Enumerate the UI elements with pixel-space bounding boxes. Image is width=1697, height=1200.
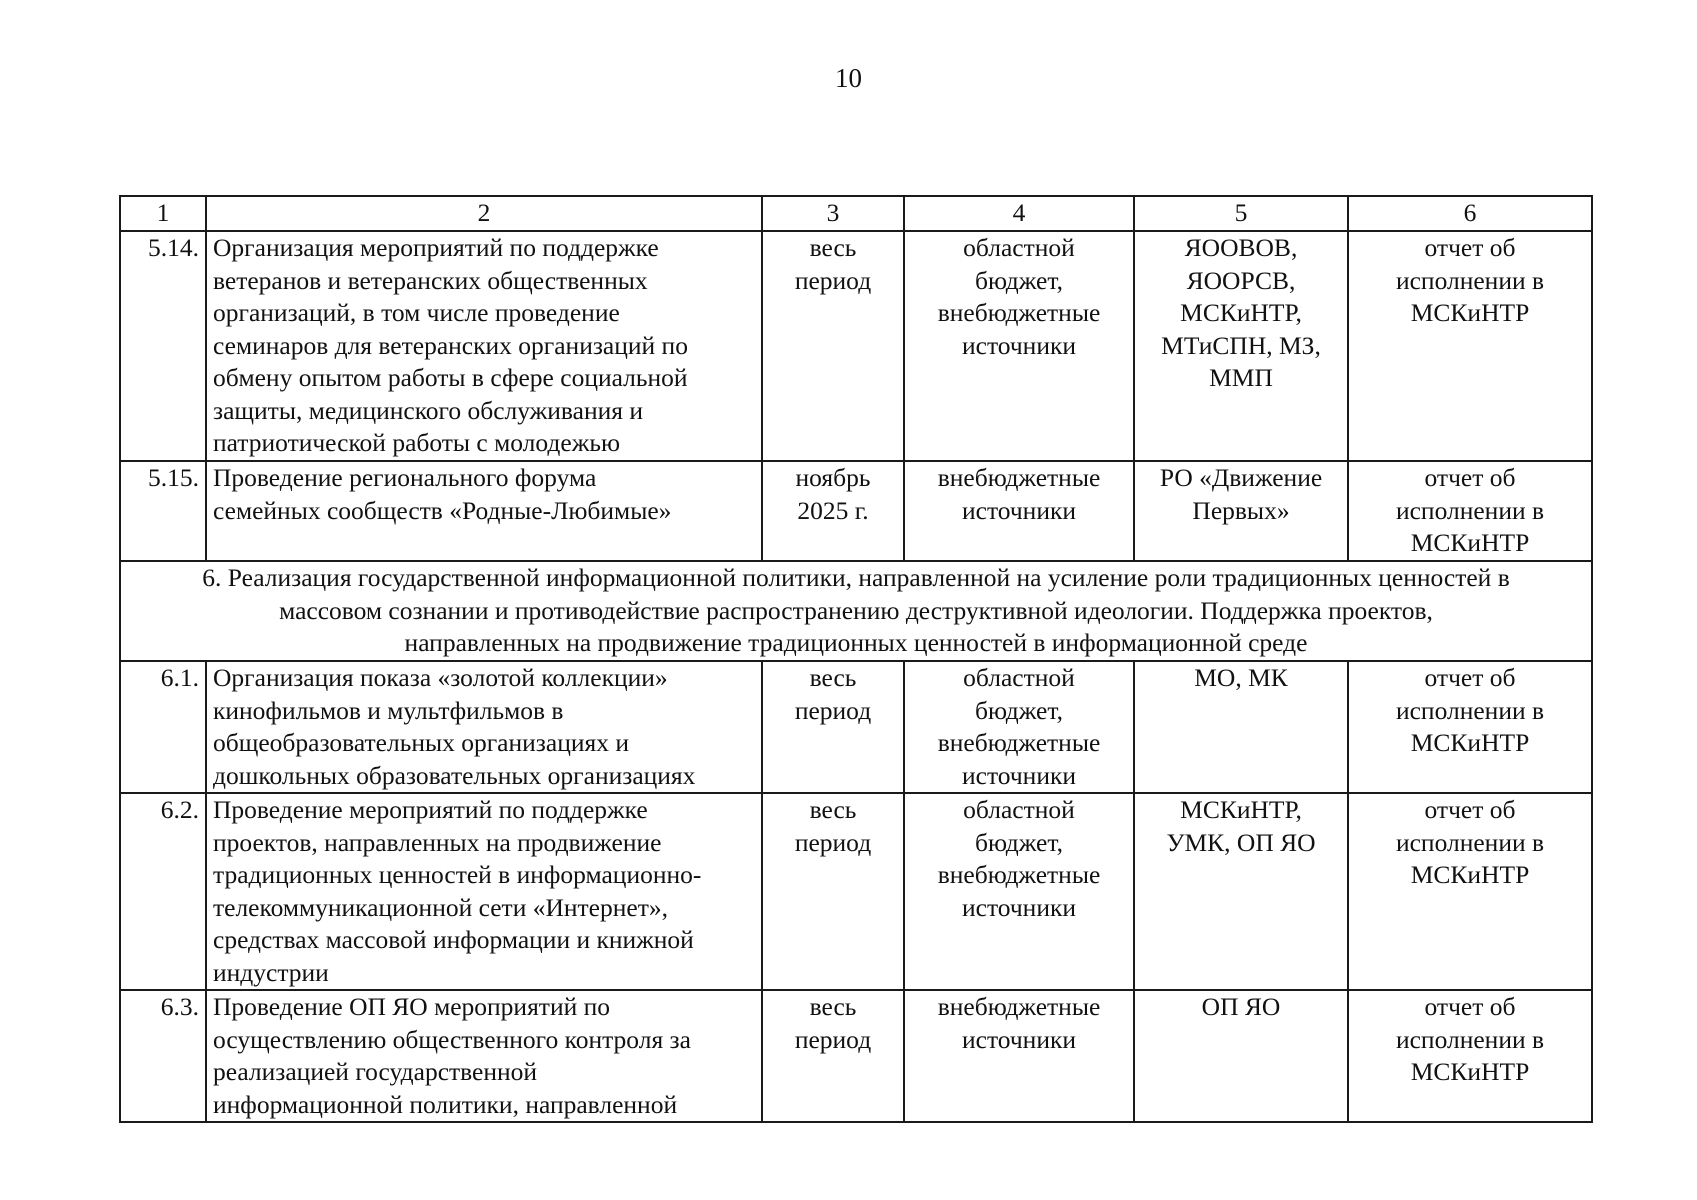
executors-cell xyxy=(1134,793,1348,990)
executors-cell xyxy=(1134,461,1348,561)
source-line: источники xyxy=(961,760,1076,790)
item-number: 6.1. xyxy=(120,661,206,793)
column-header: 5 xyxy=(1134,196,1348,231)
section-heading xyxy=(120,561,1592,661)
source-line: источники xyxy=(961,495,1076,525)
source-line: источники xyxy=(961,892,1076,922)
result-line: отчет об xyxy=(1424,992,1516,1021)
table-row xyxy=(120,231,1592,461)
measure-line: телекоммуникационной сети «Интернет», xyxy=(213,892,668,922)
term-cell xyxy=(762,461,904,561)
action-plan-table xyxy=(119,195,1593,1123)
executor-line: МО, МК xyxy=(1194,663,1288,692)
source-line: областной xyxy=(963,795,1075,824)
executor-line: МТиСПН, МЗ, xyxy=(1161,330,1321,360)
measure-line: организаций, в том числе проведение xyxy=(213,298,620,327)
executor-line: РО «Движение xyxy=(1159,463,1323,492)
column-header: 3 xyxy=(762,196,904,231)
measure-cell xyxy=(206,661,762,793)
measure-line: защиты, медицинского обслуживания и xyxy=(213,395,644,425)
measure-cell xyxy=(206,990,762,1122)
measure-line: обмену опытом работы в сфере социальной xyxy=(213,363,688,392)
item-number: 5.15. xyxy=(120,461,206,561)
funding-source-cell xyxy=(904,461,1134,561)
column-header: 6 xyxy=(1348,196,1592,231)
funding-source-cell xyxy=(904,990,1134,1122)
result-cell xyxy=(1348,990,1592,1122)
term-line: весь xyxy=(809,663,857,692)
table-row xyxy=(120,461,1592,561)
table-header-row xyxy=(120,196,1592,231)
measure-line: осуществлению общественного контроля за xyxy=(213,1024,691,1054)
measure-line: Организация мероприятий по поддержке xyxy=(213,233,659,262)
measure-line: патриотической работы с молодежью xyxy=(213,428,621,457)
result-line: МСКиНТР xyxy=(1410,298,1530,327)
executor-line: УМК, ОП ЯО xyxy=(1166,827,1316,857)
result-line: исполнении в xyxy=(1395,495,1545,525)
measure-line: общеобразовательных организациях и xyxy=(213,728,629,757)
measure-line: Проведение ОП ЯО мероприятий по xyxy=(213,992,611,1021)
funding-source-cell xyxy=(904,661,1134,793)
measure-line: семинаров для ветеранских организаций по xyxy=(213,330,688,360)
result-cell xyxy=(1348,461,1592,561)
term-line: весь xyxy=(809,992,857,1021)
result-line: отчет об xyxy=(1424,463,1516,492)
section-heading-line: 6. Реализация государственной информационной политики, направленной на усиление роли традиционных ценностей в xyxy=(202,563,1510,592)
item-number: 5.14. xyxy=(120,231,206,461)
source-line: источники xyxy=(961,1024,1076,1054)
source-line: внебюджетные xyxy=(937,728,1101,757)
measure-line: индустрии xyxy=(213,957,329,987)
executor-line: ЯООВОВ, xyxy=(1184,233,1298,262)
result-line: отчет об xyxy=(1424,663,1516,692)
result-line: исполнении в xyxy=(1395,827,1545,857)
term-line: весь xyxy=(809,795,857,824)
term-cell xyxy=(762,793,904,990)
result-cell xyxy=(1348,231,1592,461)
result-line: отчет об xyxy=(1424,795,1516,824)
column-header: 2 xyxy=(206,196,762,231)
item-number: 6.2. xyxy=(120,793,206,990)
term-line: период xyxy=(794,1024,872,1054)
term-cell xyxy=(762,661,904,793)
funding-source-cell xyxy=(904,793,1134,990)
table-row xyxy=(120,793,1592,990)
table-row xyxy=(120,990,1592,1122)
source-line: областной xyxy=(963,233,1075,262)
source-line: внебюджетные xyxy=(937,992,1101,1021)
term-line: весь xyxy=(809,233,857,262)
source-line: бюджет, xyxy=(975,265,1063,295)
result-cell xyxy=(1348,793,1592,990)
measure-cell xyxy=(206,793,762,990)
measure-line: семейных сообществ «Родные-Любимые» xyxy=(213,495,672,525)
source-line: областной xyxy=(963,663,1075,692)
source-line: внебюджетные xyxy=(937,298,1101,327)
executor-line: Первых» xyxy=(1192,495,1290,525)
result-line: исполнении в xyxy=(1395,265,1545,295)
result-line: отчет об xyxy=(1424,233,1516,262)
executor-line: ММП xyxy=(1209,363,1273,392)
result-line: МСКиНТР xyxy=(1410,728,1530,757)
measure-line: информационной политики, направленной xyxy=(213,1089,678,1119)
measure-cell xyxy=(206,231,762,461)
table-row xyxy=(120,661,1592,793)
measure-line: проектов, направленных на продвижение xyxy=(213,827,662,857)
result-line: МСКиНТР xyxy=(1410,1057,1530,1086)
section-heading-line: направленных на продвижение традиционных ценностей в информационной среде xyxy=(404,628,1308,657)
page-number: 10 xyxy=(835,63,862,93)
executor-line: МСКиНТР, xyxy=(1180,795,1302,824)
term-line: 2025 г. xyxy=(797,495,869,525)
section-heading-line: массовом сознании и противодействие распространению деструктивной идеологии. Поддержка проектов, xyxy=(279,595,1433,625)
measure-line: Проведение регионального форума xyxy=(213,463,597,492)
source-line: внебюджетные xyxy=(937,463,1101,492)
measure-cell xyxy=(206,461,762,561)
executors-cell xyxy=(1134,661,1348,793)
section-heading-row xyxy=(120,561,1592,661)
measure-line: реализацией государственной xyxy=(213,1057,538,1086)
result-cell xyxy=(1348,661,1592,793)
measure-line: средствах массовой информации и книжной xyxy=(213,925,694,954)
measure-line: Проведение мероприятий по поддержке xyxy=(213,795,648,824)
result-line: МСКиНТР xyxy=(1410,528,1530,557)
term-line: период xyxy=(794,827,872,857)
source-line: внебюджетные xyxy=(937,860,1101,889)
result-line: исполнении в xyxy=(1395,1024,1545,1054)
result-line: МСКиНТР xyxy=(1410,860,1530,889)
measure-line: Организация показа «золотой коллекции» xyxy=(213,663,668,692)
executors-cell xyxy=(1134,231,1348,461)
source-line: источники xyxy=(961,330,1076,360)
executor-line: МСКиНТР, xyxy=(1180,298,1302,327)
measure-line: кинофильмов и мультфильмов в xyxy=(213,695,564,725)
term-line: период xyxy=(794,265,872,295)
term-line: период xyxy=(794,695,872,725)
column-header: 1 xyxy=(120,196,206,231)
term-cell xyxy=(762,231,904,461)
term-cell xyxy=(762,990,904,1122)
item-number: 6.3. xyxy=(120,990,206,1122)
source-line: бюджет, xyxy=(975,827,1063,857)
executor-line: ЯООРСВ, xyxy=(1186,265,1296,295)
result-line: исполнении в xyxy=(1395,695,1545,725)
term-line: ноябрь xyxy=(795,463,871,492)
measure-line: ветеранов и ветеранских общественных xyxy=(213,265,648,295)
measure-line: традиционных ценностей в информационно- xyxy=(213,860,702,889)
measure-line: дошкольных образовательных организациях xyxy=(213,760,696,790)
executors-cell xyxy=(1134,990,1348,1122)
column-header: 4 xyxy=(904,196,1134,231)
source-line: бюджет, xyxy=(975,695,1063,725)
funding-source-cell xyxy=(904,231,1134,461)
executor-line: ОП ЯО xyxy=(1201,992,1281,1021)
